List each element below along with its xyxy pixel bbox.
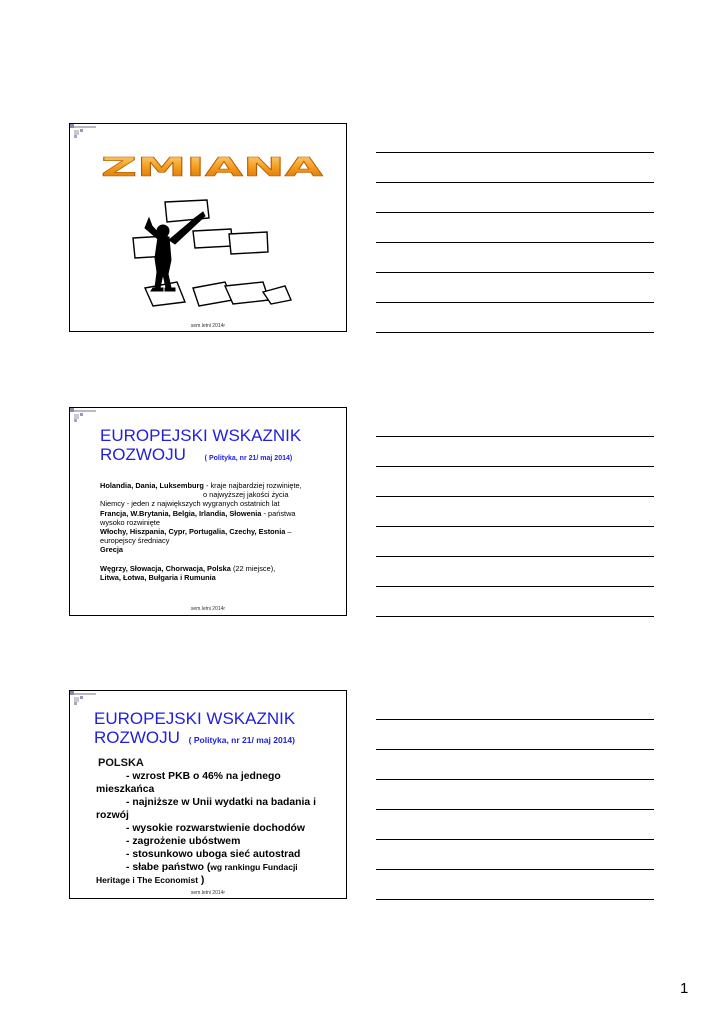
country-names: Francja, W.Brytania, Belgia, Irlandia, Słowenia (100, 508, 262, 518)
text-line (100, 527, 340, 536)
slide-footer: sem.letni 2014r (190, 890, 226, 896)
slide-footer: sem.letni 2014r (190, 323, 226, 329)
text-line (100, 499, 340, 508)
text-line (100, 573, 340, 582)
description: Niemcy - jeden z największych wygranych ostatnich lat (100, 499, 280, 509)
list-item-text: ) (198, 875, 205, 886)
description: (22 miejsce), (230, 563, 276, 573)
slide-title-line2 (100, 445, 292, 468)
slide-footer: sem.letni 2014r (190, 606, 226, 612)
poland-summary (96, 757, 346, 887)
text-line (100, 564, 340, 573)
source-note: ( Polityka, nr 21/ maj 2014) (204, 455, 293, 462)
country-names: Włochy, Hiszpania, Cypr, Portugalia, Czechy, Estonia (100, 527, 286, 537)
country-names: Grecja (100, 545, 124, 555)
text-line (100, 545, 340, 554)
description: - państwa (261, 508, 296, 518)
country-ranking-text (100, 481, 340, 582)
slide-title: EUROPEJSKI WSKAZNIK (100, 426, 302, 445)
list-item: - najniższe w Unii wydatki na badania i (126, 797, 316, 808)
list-item (96, 861, 346, 874)
list-item-text: - słabe państwo ( (126, 862, 211, 873)
zmiana-logo (100, 154, 325, 180)
list-item: mieszkańca (96, 784, 155, 795)
source-note: ( Polityka, nr 21/ maj 2014) (188, 735, 295, 745)
person-holding-papers-illustration (125, 196, 295, 314)
slide-title-rozwoju: ROZWOJU (94, 728, 180, 747)
description: - kraje najbardziej rozwinięte, (203, 481, 302, 490)
country-names: Holandia, Dania, Luksemburg (100, 481, 204, 490)
text-line (100, 518, 340, 527)
slide-title: EUROPEJSKI WSKAZNIK (94, 709, 296, 728)
corner-decoration (70, 124, 96, 138)
section-heading: POLSKA (98, 757, 144, 769)
spacer (100, 555, 340, 564)
text-line (100, 481, 340, 490)
list-item: - stosunkowo uboga sieć autostrad (126, 849, 301, 860)
country-names: Litwa, Łotwa, Bułgaria i Rumunia (100, 572, 216, 582)
list-item-continued (96, 874, 346, 887)
description: europejscy średniacy (100, 536, 170, 546)
list-item-note: wg rankingu Fundacji (210, 862, 298, 872)
zmiana-text: ZMIANA (101, 154, 323, 180)
list-item: - wysokie rozwarstwienie dochodów (126, 823, 305, 834)
corner-decoration (70, 408, 96, 422)
list-item-note: Heritage i The Economist (96, 875, 199, 885)
text-line (100, 490, 340, 499)
description: – (285, 527, 292, 537)
slide-3 (69, 690, 347, 899)
list-item: - zagrożenie ubóstwem (126, 836, 241, 847)
page-number: 1 (680, 980, 689, 997)
slide-title-line2 (94, 728, 295, 750)
text-line (100, 509, 340, 518)
slide-1 (69, 123, 347, 332)
slide-title-rozwoju: ROZWOJU (100, 445, 186, 464)
corner-decoration (70, 691, 96, 705)
text-line (100, 536, 340, 545)
description: o najwyższej jakości życia (203, 490, 289, 500)
list-item: rozwój (96, 810, 129, 821)
list-item: - wzrost PKB o 46% na jednego (126, 771, 281, 782)
slide-2 (69, 407, 347, 616)
description: wysoko rozwinięte (100, 517, 160, 527)
country-names: Węgrzy, Słowacja, Chorwacja, Polska (100, 563, 231, 573)
